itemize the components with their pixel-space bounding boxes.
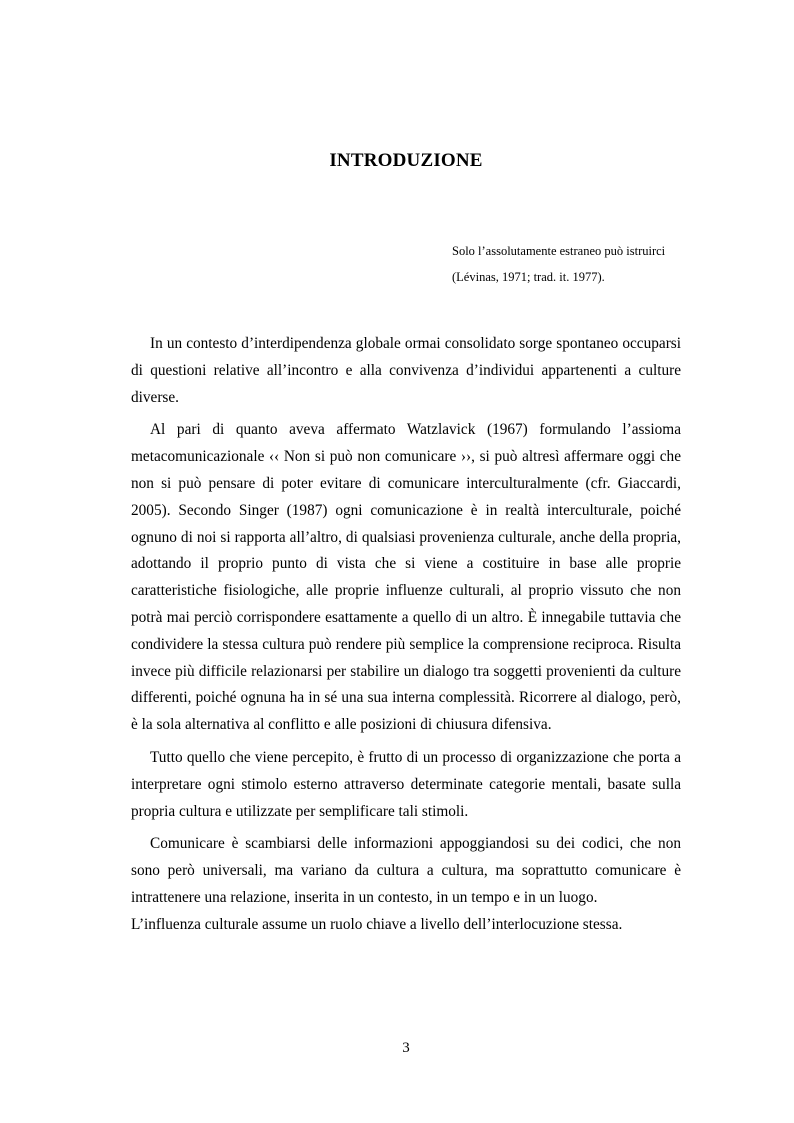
- final-line: L’influenza culturale assume un ruolo chiave a livello dell’interlocuzione stessa.: [131, 915, 623, 933]
- paragraph: Comunicare è scambiarsi delle informazioni appoggiandosi su dei codici, che non sono però universali, ma variano da cultura a cultura, ma soprattutto comunicare è intrattenere una relazione, inserita in un contesto, in un tempo e in un luogo.: [131, 835, 681, 906]
- epigraph: [452, 238, 692, 290]
- body-text: [131, 331, 681, 945]
- page-number: 3: [402, 1040, 410, 1056]
- page-title: INTRODUZIONE: [329, 150, 483, 171]
- paragraph: Tutto quello che viene percepito, è frutto di un processo di organizzazione che porta a interpretare ogni stimolo esterno attraverso determinate categorie mentali, basate sulla propria cultura e utilizzate per semplificare tali stimoli.: [131, 748, 681, 820]
- epigraph-quote: Solo l’assolutamente estraneo può istruirci: [452, 244, 666, 258]
- paragraph: Al pari di quanto aveva affermato Watzlavick (1967) formulando l’assioma metacomunicazionale ‹‹ Non si può non comunicare ››, si può altresì affermare oggi che non si può pensare di poter evitare di comunicare interculturalmente (cfr. Giaccardi, 2005). Secondo Singer (1987) ogni comunicazione è in realtà interculturale, poiché ognuno di noi si rapporta all’altro, di qualsiasi provenienza culturale, anche della propria, adottando il proprio punto di vista che si viene a costituire in base alle proprie caratteristiche fisiologiche, alle proprie influenze culturali, al proprio vissuto che non potrà mai perciò corrispondere esattamente a quello di un altro. È innegabile tuttavia che condividere la stessa cultura può rendere più semplice la comprensione reciproca. Risulta invece più difficile relazionarsi per stabilire un dialogo tra soggetti provenienti da culture differenti, poiché ognuna ha in sé una sua interna complessità. Ricorrere al dialogo, però, è la sola alternativa al conflitto e alle posizioni di chiusura difensiva.: [131, 421, 681, 734]
- paragraph: In un contesto d’interdipendenza globale ormai consolidato sorge spontaneo occuparsi di questioni relative all’incontro e alla convivenza d’individui appartenenti a culture diverse.: [131, 335, 681, 406]
- epigraph-citation: (Lévinas, 1971; trad. it. 1977).: [452, 270, 605, 284]
